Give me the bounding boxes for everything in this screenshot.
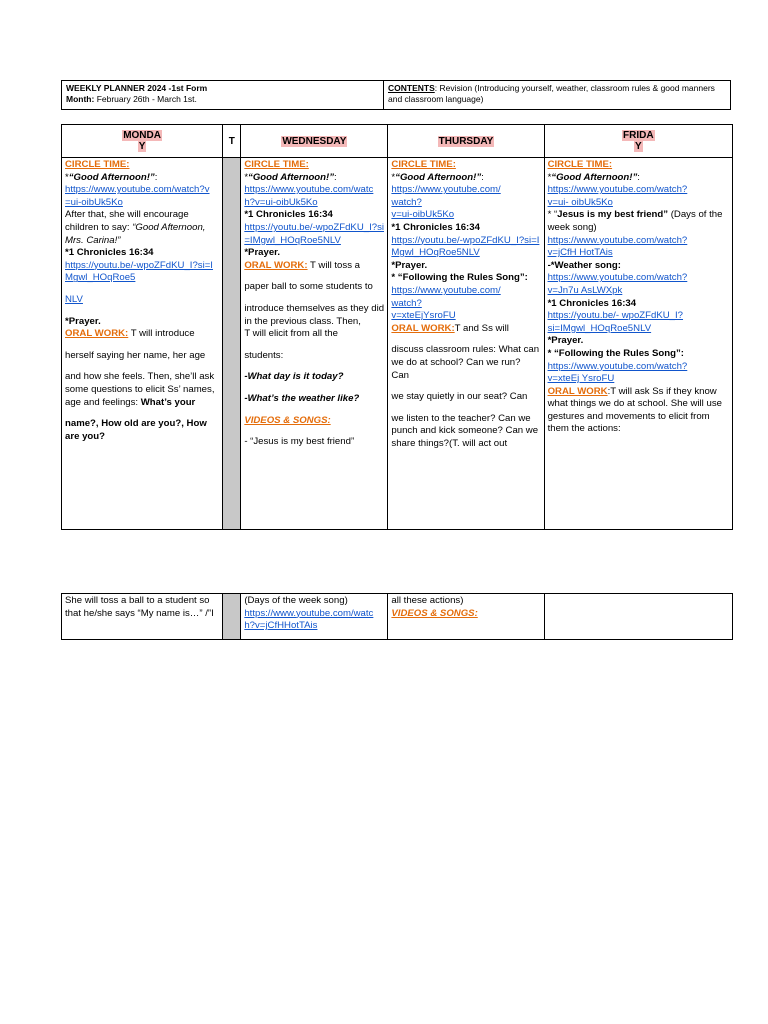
day-header-monday: MONDA Y [62, 125, 223, 158]
prayer: *Prayer. [244, 247, 281, 259]
youtube-link-cont[interactable]: h?v=ui-oibUk5Ko [244, 196, 318, 208]
chronicles-verse: *1 Chronicles 16:34 [65, 247, 154, 259]
videos-songs-heading: VIDEOS & SONGS: [244, 414, 331, 426]
thursday-cell: CIRCLE TIME: *“Good Afternoon!”: https://www.youtube.com/ watch? v=ui-oibUk5Ko *1 Chronicles 16:34 https://youtu.be/-wpoZFdKU_I?si=IMgwl_HOqRoe5NLV *Prayer. * “Following the Rules Song”: https://www.youtube.com/ watch? v=xteEjYsroFU ORAL WORK:T and Ss will discuss classroom rules: What can we do at school? Can we run? Can we stay quietly in our seat? Can we listen to the teacher? Can we punch and kick someone? Can we share things?(T. will act out [388, 158, 544, 530]
friday-cell-continued [544, 594, 732, 640]
planner-header [61, 80, 731, 110]
day-header-thursday: THURSDAY [388, 125, 544, 158]
chronicles-link[interactable]: https://youtu.be/-wpoZFdKU_I?si=IMgwl_HOqRoe5NLV [244, 221, 385, 246]
contents-text: : Revision (Introducing yourself, weather, classroom rules & good manners and classroom language) [388, 83, 715, 104]
wednesday-cell: CIRCLE TIME: *“Good Afternoon!”: https://www.youtube.com/watc h?v=ui-oibUk5Ko *1 Chronicles 16:34 https://youtu.be/-wpoZFdKU_I?si=IMgwl_HOqRoe5NLV *Prayer. ORAL WORK: T will toss a paper ball to some students to introduce themselves as they did in the previous class. Then, T will elicit from all the students: -What day is it today? -What’s the weather like? VIDEOS & SONGS: - “Jesus is my best friend” [241, 158, 388, 530]
prayer: *Prayer. [547, 335, 584, 347]
day-header-row [62, 125, 733, 158]
rules-song: * “Following the Rules Song”: [391, 272, 528, 284]
days-song-link[interactable]: https://www.youtube.com/watc h?v=jCfHHotTAis [244, 607, 374, 632]
header-left [62, 81, 384, 109]
month-value: February 26th - March 1st. [96, 94, 197, 104]
circle-time-heading: CIRCLE TIME: [391, 159, 456, 170]
rules-song-link[interactable]: https://www.youtube.com/watch? [547, 360, 688, 372]
prayer: *Prayer. [65, 315, 101, 327]
monday-cell-continued: She will toss a ball to a student so that he/she says “My name is…” /”I [62, 594, 223, 640]
header-contents [384, 81, 730, 109]
circle-time-heading: CIRCLE TIME: [65, 159, 130, 170]
youtube-link[interactable]: https://www.youtube.com/ [391, 184, 501, 196]
continued-row [62, 594, 733, 640]
chronicles-link[interactable]: https://youtu.be/-wpoZFdKU_I?si=IMgwl_HOqRoe5NLV [391, 234, 540, 259]
oral-work-heading: ORAL WORK [547, 385, 608, 397]
tuesday-cell-continued [223, 594, 241, 640]
rules-song-link[interactable]: https://www.youtube.com/ [391, 284, 501, 296]
weather-song-link[interactable]: https://www.youtube.com/watch? [547, 272, 688, 284]
prayer: *Prayer. [391, 259, 428, 271]
day-header-friday: FRIDA Y [544, 125, 732, 158]
youtube-link[interactable]: https://www.youtube.com/watch? [547, 184, 688, 196]
chronicles-link-cont[interactable]: NLV [65, 293, 83, 305]
oral-work-heading: ORAL WORK: [244, 259, 308, 271]
oral-work-heading: ORAL WORK: [391, 322, 455, 334]
rules-song: * “Following the Rules Song”: [547, 347, 685, 359]
wednesday-cell-continued: (Days of the week song) https://www.youtube.com/watc h?v=jCfHHotTAis [241, 594, 388, 640]
circle-time-heading: CIRCLE TIME: [547, 159, 613, 170]
thursday-cell-continued: all these actions) VIDEOS & SONGS: [388, 594, 544, 640]
planner-title: WEEKLY PLANNER 2024 -1st Form [66, 83, 208, 93]
oral-work-heading: ORAL WORK: [65, 328, 129, 340]
weather-song: -*Weather song: [547, 259, 621, 271]
chronicles-link[interactable]: https://youtu.be/-wpoZFdKU_I?si=IMgwl_HOqRoe5 [65, 259, 213, 284]
chronicles-verse: *1 Chronicles 16:34 [391, 221, 480, 233]
day-header-wednesday: WEDNESDAY [241, 125, 388, 158]
youtube-link[interactable]: https://www.youtube.com/watc [244, 184, 374, 196]
chronicles-verse: *1 Chronicles 16:34 [547, 297, 637, 309]
circle-time-heading: CIRCLE TIME: [244, 159, 309, 170]
day-header-tuesday: T [223, 125, 241, 158]
planner-table-continued [61, 593, 733, 640]
tuesday-cell [223, 158, 241, 530]
contents-label: CONTENTS [388, 83, 435, 93]
youtube-link-cont[interactable]: =ui-oibUk5Ko [65, 196, 123, 208]
month-label: Month: [66, 94, 95, 104]
good-afternoon-song: “Good Afternoon!” [68, 171, 155, 183]
plan-row [62, 158, 733, 530]
videos-songs-heading: VIDEOS & SONGS: [391, 607, 478, 619]
planner-table [61, 124, 733, 530]
days-song-link[interactable]: https://www.youtube.com/watch? [547, 234, 688, 246]
friday-cell: CIRCLE TIME: *“Good Afternoon!”: https://www.youtube.com/watch? v=ui- oibUk5Ko * “Jesus is my best friend” (Days of the week song) https://www.youtube.com/watch? v=jCfH HotTAis -*Weather song: https://www.youtube.com/watch? v=Jn7u AsLWXpk *1 Chronicles 16:34 https://youtu.be/- wpoZFdKU_I? si=IMgwl_HOqRoe5NLV *Prayer. * “Following the Rules Song”: https://www.youtube.com/watch? v=xteEj YsroFU ORAL WORK:T will ask Ss if they know what things we do at school. She will use gestures and movements to elicit from them the actions: [544, 158, 732, 530]
chronicles-verse: *1 Chronicles 16:34 [244, 209, 333, 221]
chronicles-link[interactable]: https://youtu.be/- wpoZFdKU_I? [547, 310, 684, 322]
monday-cell: CIRCLE TIME: *“Good Afternoon!”: https://www.youtube.com/watch?v =ui-oibUk5Ko After that, she will encourage children to say: “Good Afternoon, Mrs. Carina!” *1 Chronicles 16:34 https://youtu.be/-wpoZFdKU_I?si=IMgwl_HOqRoe5 NLV *Prayer. ORAL WORK: T will introduce herself saying her name, her age and how she feels. Then, she’ll ask some questions to elicit Ss’ names, age and feelings: What’s your name?, How old are you?, How are you? [62, 158, 223, 530]
youtube-link[interactable]: https://www.youtube.com/watch?v [65, 184, 210, 196]
